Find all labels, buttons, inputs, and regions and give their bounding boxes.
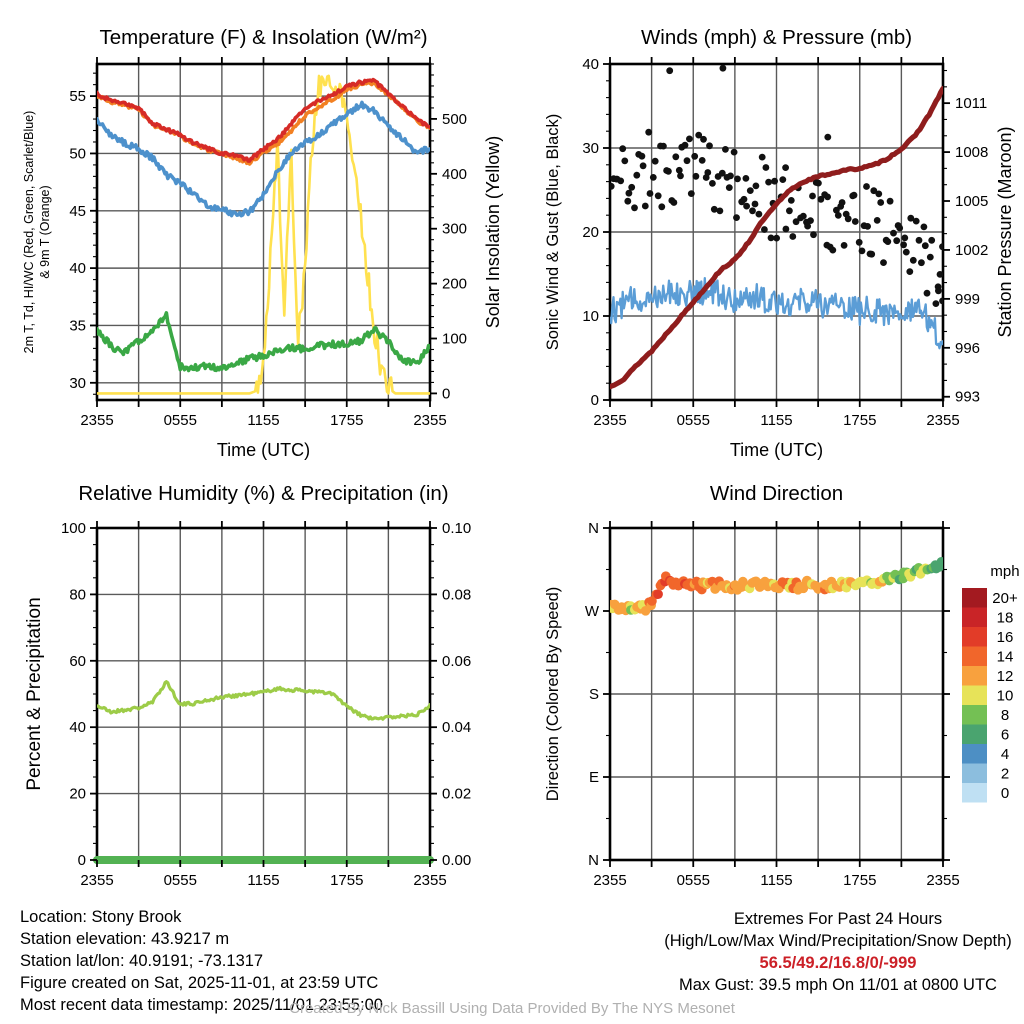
svg-text:993: 993: [955, 388, 981, 406]
x-axis-label: Time (UTC): [729, 440, 824, 460]
extremes-values: 56.5/49.2/16.8/0/-999: [759, 954, 917, 972]
svg-text:35: 35: [69, 317, 86, 335]
svg-text:55: 55: [69, 88, 86, 106]
svg-text:0.08: 0.08: [442, 586, 472, 604]
svg-text:30: 30: [582, 140, 599, 157]
svg-text:0: 0: [1000, 784, 1010, 802]
svg-text:0555: 0555: [676, 872, 710, 889]
chart-bl: [0, 470, 512, 922]
svg-text:10: 10: [582, 308, 599, 325]
colorbar-title: mph: [990, 563, 1020, 580]
figure-created: Figure created on Sat, 2025-11-01, at 23:59 UTC: [20, 974, 379, 992]
svg-text:0555: 0555: [163, 412, 197, 429]
station-latlon: Station lat/lon: 40.9191; -73.1317: [20, 952, 264, 970]
chart-title: Winds (mph) & Pressure (mb): [640, 26, 913, 49]
svg-text:0.02: 0.02: [442, 785, 472, 803]
station-elevation: Station elevation: 43.9217 m: [20, 930, 230, 948]
svg-text:0: 0: [442, 385, 451, 403]
svg-text:2355: 2355: [80, 872, 114, 889]
svg-text:16: 16: [996, 628, 1014, 646]
svg-text:4: 4: [1000, 745, 1010, 763]
x-axis-label: Time (UTC): [216, 440, 311, 460]
extremes-title: Extremes For Past 24 Hours: [733, 910, 943, 928]
chart-tl: [0, 0, 512, 470]
svg-text:1155: 1155: [247, 412, 280, 429]
svg-text:996: 996: [955, 339, 981, 357]
svg-text:1011: 1011: [955, 95, 988, 113]
svg-text:50: 50: [69, 145, 86, 163]
svg-text:20: 20: [69, 785, 86, 803]
y-axis-label: Sonic Wind & Gust (Blue, Black): [544, 113, 562, 351]
svg-text:0555: 0555: [163, 872, 197, 889]
svg-text:0: 0: [590, 392, 599, 409]
svg-text:40: 40: [69, 719, 86, 737]
svg-text:1155: 1155: [760, 412, 793, 429]
svg-text:2355: 2355: [926, 412, 960, 429]
svg-text:N: N: [588, 520, 599, 537]
svg-text:2355: 2355: [926, 872, 960, 889]
svg-text:2355: 2355: [413, 872, 447, 889]
speed-colorbar: [962, 563, 1020, 803]
svg-text:W: W: [584, 603, 599, 620]
svg-text:2355: 2355: [593, 872, 627, 889]
y-axis-label: 2m T, Td, HI/WC (Red, Green, Scarlet/Blue): [22, 110, 36, 354]
svg-text:100: 100: [60, 520, 86, 537]
station-location: Location: Stony Brook: [20, 908, 182, 926]
svg-text:20+: 20+: [992, 589, 1018, 607]
svg-text:30: 30: [69, 374, 86, 392]
svg-text:40: 40: [582, 56, 599, 73]
extremes-summary: [652, 908, 1024, 996]
tick-labels: [582, 56, 988, 429]
svg-text:1755: 1755: [330, 872, 364, 889]
y-axis-label: & 9m T (Orange): [38, 185, 52, 279]
svg-text:1755: 1755: [843, 412, 877, 429]
y-axis-label: Percent & Precipitation: [24, 597, 45, 791]
svg-text:200: 200: [442, 275, 468, 293]
svg-text:2355: 2355: [80, 412, 114, 429]
svg-text:0: 0: [77, 852, 86, 869]
svg-text:60: 60: [69, 652, 86, 670]
svg-text:18: 18: [996, 609, 1014, 627]
chart-title: Temperature (F) & Insolation (W/m²): [99, 26, 428, 49]
y2-axis-label: Solar Insolation (Yellow): [483, 135, 503, 329]
svg-text:300: 300: [442, 220, 468, 238]
svg-text:1155: 1155: [760, 872, 793, 889]
chart-tr: [512, 0, 1024, 470]
svg-text:500: 500: [442, 110, 468, 128]
svg-text:0.00: 0.00: [442, 852, 472, 869]
svg-text:2355: 2355: [593, 412, 627, 429]
svg-text:N: N: [588, 852, 599, 869]
svg-text:S: S: [588, 686, 599, 703]
svg-text:8: 8: [1000, 706, 1010, 724]
svg-text:12: 12: [996, 667, 1014, 685]
svg-text:400: 400: [442, 165, 468, 183]
svg-text:E: E: [588, 769, 599, 786]
svg-text:10: 10: [996, 687, 1014, 705]
chart-title: Relative Humidity (%) & Precipitation (in): [78, 482, 449, 505]
gridlines: [97, 528, 430, 860]
svg-text:0555: 0555: [676, 412, 710, 429]
svg-text:2355: 2355: [413, 412, 447, 429]
y-axis-label: Direction (Colored By Speed): [544, 586, 562, 802]
y2-axis-label: Station Pressure (Maroon): [995, 126, 1015, 338]
svg-text:1155: 1155: [247, 872, 280, 889]
svg-text:1005: 1005: [955, 193, 989, 211]
svg-text:20: 20: [582, 224, 599, 241]
svg-text:100: 100: [442, 330, 468, 348]
svg-text:45: 45: [69, 202, 86, 220]
max-gust: Max Gust: 39.5 mph On 11/01 at 0800 UTC: [679, 976, 997, 994]
chart-br: [512, 470, 1024, 922]
svg-text:80: 80: [69, 586, 86, 604]
svg-text:0.10: 0.10: [442, 520, 472, 537]
svg-text:0.06: 0.06: [442, 652, 472, 670]
svg-text:1008: 1008: [955, 144, 989, 162]
svg-text:0.04: 0.04: [442, 719, 472, 737]
tick-labels: [69, 88, 467, 429]
svg-text:1755: 1755: [330, 412, 364, 429]
svg-text:14: 14: [996, 648, 1014, 666]
extremes-subtitle: (High/Low/Max Wind/Precipitation/Snow Depth): [664, 932, 1012, 950]
svg-text:2: 2: [1000, 765, 1010, 783]
svg-text:40: 40: [69, 260, 86, 278]
svg-text:1755: 1755: [843, 872, 877, 889]
data-timestamp: Most recent data timestamp: 2025/11/01 23:55:00: [20, 996, 383, 1014]
svg-text:1002: 1002: [955, 241, 989, 259]
credit-line: Created By Nick Bassill Using Data Provided By The NYS Mesonet: [289, 1000, 735, 1017]
svg-text:6: 6: [1000, 726, 1010, 744]
svg-text:999: 999: [955, 290, 981, 308]
chart-title: Wind Direction: [709, 482, 844, 505]
tick-labels: [61, 520, 471, 889]
